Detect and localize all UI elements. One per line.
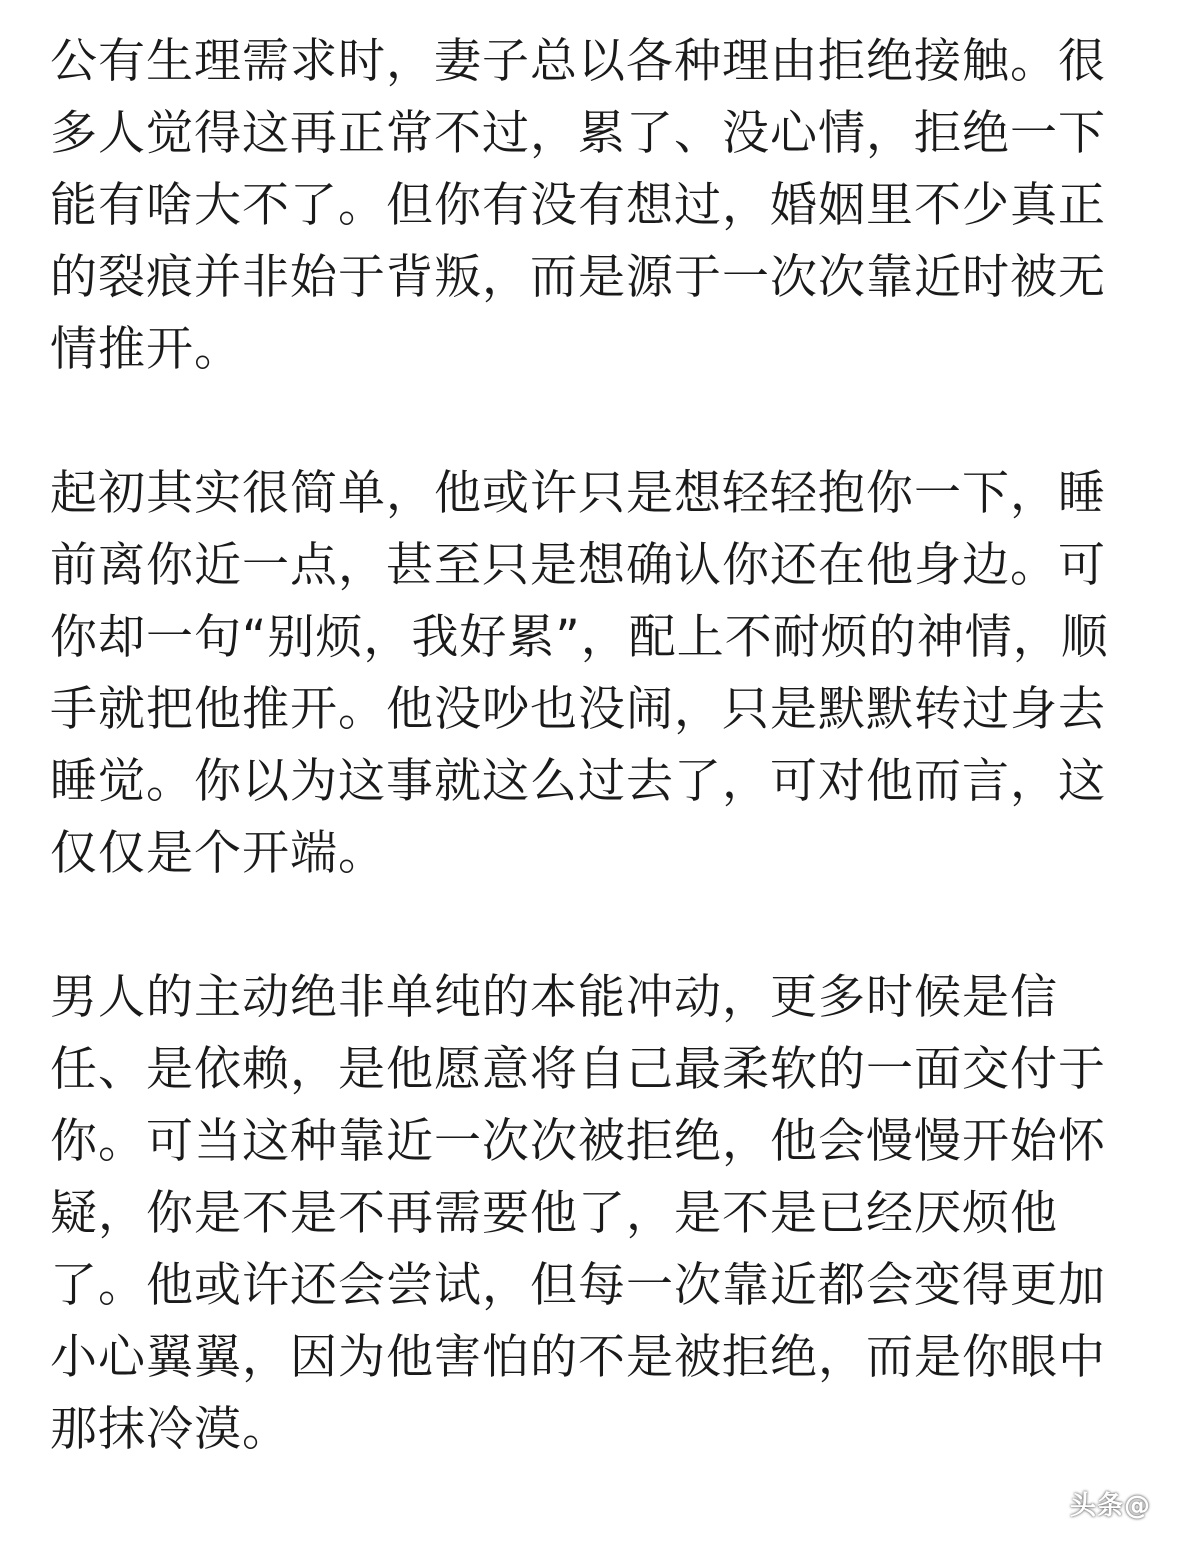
paragraph-spacer [50,890,1130,962]
paragraph-line: 男人的主动绝非单纯的本能冲动，更多时候是信 [50,970,1058,1025]
article-body [50,26,1130,1466]
paragraph-line: 起初其实很简单，他或许只是想轻轻抱你一下，睡 [50,466,1106,521]
paragraph-2 [50,458,1130,890]
paragraph-line: 你却一句“别烦，我好累”，配上不耐烦的神情，顺 [50,610,1109,665]
paragraph-line: 睡觉。你以为这事就这么过去了，可对他而言，这 [50,754,1106,809]
paragraph-line: 任、是依赖，是他愿意将自己最柔软的一面交付于 [50,1042,1106,1097]
paragraph-line: 你。可当这种靠近一次次被拒绝，他会慢慢开始怀 [50,1114,1106,1169]
source-watermark: 头条@ [1069,1491,1151,1521]
paragraph-1 [50,26,1130,386]
paragraph-line: 那抹冷漠。 [50,1402,290,1457]
paragraph-line: 仅仅是个开端。 [50,826,386,881]
paragraph-line: 了。他或许还会尝试，但每一次靠近都会变得更加 [50,1258,1106,1313]
paragraph-line: 多人觉得这再正常不过，累了、没心情，拒绝一下 [50,106,1106,161]
paragraph-line: 疑，你是不是不再需要他了，是不是已经厌烦他 [50,1186,1058,1241]
paragraph-line: 的裂痕并非始于背叛，而是源于一次次靠近时被无 [50,250,1106,305]
paragraph-line: 小心翼翼，因为他害怕的不是被拒绝，而是你眼中 [50,1330,1106,1385]
paragraph-line: 公有生理需求时，妻子总以各种理由拒绝接触。很 [50,34,1106,89]
paragraph-line: 情推开。 [50,322,242,377]
paragraph-spacer [50,386,1130,458]
paragraph-3 [50,962,1130,1466]
paragraph-line: 手就把他推开。他没吵也没闹，只是默默转过身去 [50,682,1106,737]
paragraph-line: 前离你近一点，甚至只是想确认你还在他身边。可 [50,538,1106,593]
paragraph-line: 能有啥大不了。但你有没有想过，婚姻里不少真正 [50,178,1106,233]
